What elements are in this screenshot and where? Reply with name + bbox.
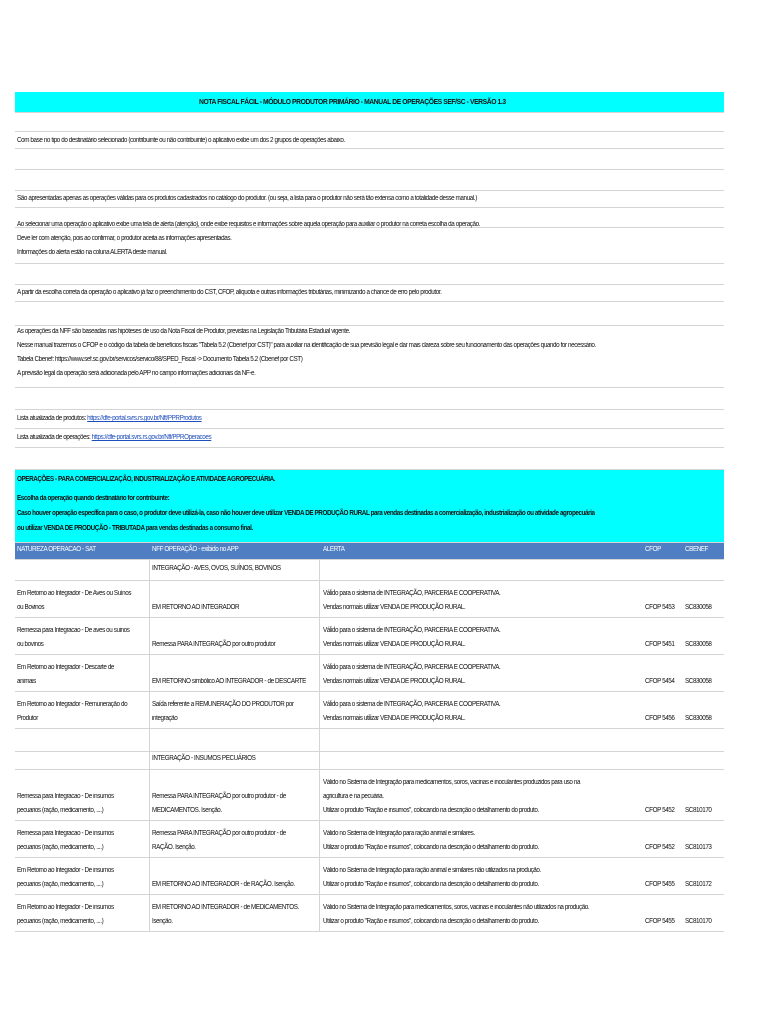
- group-row: [15, 560, 724, 581]
- natureza-line-1: Remessa para Integracao - De aves ou suinos: [17, 627, 130, 634]
- alerta-line-1: Válido para o sistema de INTEGRAÇÃO, PARCERIA E COOPERATIVA.: [323, 627, 501, 634]
- alerta-line-2: Vendas normais utilizar VENDA DE PRODUÇÃO RURAL.: [323, 678, 466, 685]
- cbenef-cell: SC830058: [685, 604, 712, 611]
- header-cfop: CFOP: [645, 546, 661, 553]
- empty-row: [15, 113, 724, 132]
- section-contributor: Escolha da operação quando destinatário for contribuinte:: [17, 495, 170, 502]
- cbenef-cell: SC810172: [685, 881, 712, 888]
- nff-operacao-line-1: Saída referente a REMUNERAÇÃO DO PRODUTOR por: [152, 701, 294, 708]
- empty-row: [15, 448, 724, 470]
- nff-operacao-line-2: Isenção.: [152, 918, 173, 925]
- table-row: [15, 581, 724, 618]
- cfop-cell: CFOP 5453: [645, 604, 675, 611]
- cbenef-cell: SC830058: [685, 641, 712, 648]
- text-row: [15, 191, 724, 208]
- paragraph-valid-operations: São apresentadas apenas as operações válidas para os produtos cadastrados no catálogo do produtor. (ou seja, a lista para o produtor não será tão extensa como a totalidade desse manual.): [17, 195, 477, 202]
- document-title-row: [15, 92, 724, 113]
- paragraph-cbenef-table: Tabela Cbenef: https://www.sef.sc.gov.br/servicos/servico/88/SPED_Fiscal -> Documento Tabela 5.2 (Cbenef por CST): [17, 356, 303, 363]
- header-nff-operacao: NFF OPERAÇÃO - exibido no APP: [152, 546, 239, 553]
- empty-row: [15, 729, 724, 752]
- alerta-line-2: Utilizar o produto "Ração e insumos", colocando na descrição o detalhamento do produto.: [323, 844, 539, 851]
- natureza-line-1: Em Retorno ao Integrador - De Aves ou Suínos: [17, 590, 132, 597]
- document-title: NOTA FISCAL FÁCIL - MÓDULO PRODUTOR PRIMÁRIO - MANUAL DE OPERAÇÕES SEF/SC - VERSÃO 1.3: [199, 97, 506, 107]
- products-list-link[interactable]: https://dfe-portal.svrs.rs.gov.br/Nff/PPRProdutos: [87, 415, 202, 422]
- alerta-line-2: Utilizar o produto "Ração e insumos", colocando na descrição o detalhamento do produto.: [323, 807, 539, 814]
- empty-row: [15, 264, 724, 285]
- nff-operacao-line-2: MEDICAMENTOS. Isenção.: [152, 807, 222, 814]
- section-title: OPERAÇÕES - PARA COMERCIALIZAÇÃO, INDUSTRIALIZAÇÃO E ATIVIDADE AGROPECUÁRIA.: [17, 476, 276, 483]
- group-row: [15, 752, 724, 770]
- cbenef-cell: SC830058: [685, 715, 712, 722]
- nff-operacao-line-1: Remessa PARA INTEGRAÇÃO por outro produtor - de: [152, 830, 286, 837]
- table-row: [15, 858, 724, 895]
- text-row: [15, 132, 724, 149]
- natureza-line-1: Em Retorno ao Integrador - De insumos: [17, 867, 114, 874]
- empty-row: [15, 302, 724, 326]
- operations-list-label: Lista atualizada de operações:: [17, 434, 91, 441]
- paragraph-legislation: As operações da NFF são baseadas nas hipóteses de uso da Nota Fiscal de Produtor, previstas na Legislação Tributária Estadual vigente.: [17, 328, 351, 335]
- nff-operacao-line-2: Remessa PARA INTEGRAÇÃO por outro produtor: [152, 641, 276, 648]
- natureza-line-2: pecuarios (ração, medicamento, ....): [17, 807, 104, 814]
- nff-operacao-line-2: RAÇÃO. Isenção.: [152, 844, 196, 851]
- paragraph-cfop-cbenef: Nesse manual trazemos o CFOP e o código da tabela de benefícios fiscais "Tabela 5.2 (Cbenef por CST)" para auxiliar na identificação de sua previsão legal e dar mais clareza sobre seu funcionamento das operações quando for necessário.: [17, 342, 596, 349]
- cbenef-cell: SC810173: [685, 844, 712, 851]
- group-title-insumos: INTEGRAÇÃO - INSUMOS PECUÁRIOS: [152, 755, 256, 762]
- natureza-line-1: Em Retorno ao Integrador - Descarte de: [17, 664, 115, 671]
- alerta-line-2: Vendas normais utilizar VENDA DE PRODUÇÃO RURAL.: [323, 641, 466, 648]
- table-row: [15, 692, 724, 729]
- empty-row: [15, 149, 724, 170]
- alerta-line-1: Válido no Sistema de Integração para ração animal e similares não utilizados na produção.: [323, 867, 541, 874]
- natureza-line-1: Remessa para Integracao - De insumos: [17, 830, 114, 837]
- alerta-line-1: Válido para o sistema de INTEGRAÇÃO, PARCERIA E COOPERATIVA.: [323, 664, 501, 671]
- alerta-line-0: Válido no Sistema de Integração para medicamentos, soros, vacinas e inoculantes produzidos para uso na: [323, 779, 581, 786]
- natureza-line-2: ou bovinos: [17, 641, 44, 648]
- alerta-line-2: Utilizar o produto "Ração e insumos", colocando na descrição o detalhamento do produto.: [323, 881, 539, 888]
- paragraph-groups: Com base no tipo do destinatário selecionado (contribuinte ou não contribuinte) o aplicativo exibe um dos 2 grupos de operações abaixo.: [17, 137, 345, 144]
- natureza-line-2: pecuarios (ração, medicamento, ....): [17, 844, 104, 851]
- natureza-line-2: pecuarios (ração, medicamento, ....): [17, 918, 104, 925]
- spreadsheet-page: [15, 92, 724, 954]
- alerta-line-1: Válido no Sistema de Integração para medicamentos, soros, vacinas e inoculantes não utilizados na produção.: [323, 904, 590, 911]
- paragraph-read-carefully: Deve ler com atenção, pois ao confirmar, o produtor aceita as informações apresentadas.: [17, 235, 232, 242]
- table-row: [15, 821, 724, 858]
- nff-operacao-line-2: EM RETORNO simbólico AO INTEGRADOR - de DESCARTE: [152, 678, 306, 685]
- cfop-cell: CFOP 5455: [645, 918, 675, 925]
- paragraph-legal-basis: A previsão legal da operação será adicionada pelo APP no campo informações adicionais da NF-e.: [17, 370, 256, 377]
- products-link-row: [15, 410, 724, 429]
- cfop-cell: CFOP 5454: [645, 678, 675, 685]
- alerta-line-1: Válido para o sistema de INTEGRAÇÃO, PARCERIA E COOPERATIVA.: [323, 701, 501, 708]
- cfop-cell: CFOP 5456: [645, 715, 675, 722]
- table-row: [15, 618, 724, 655]
- section-rule-final: ou utilizar VENDA DE PRODUÇÃO - TRIBUTADA para vendas destinadas a consumo final.: [17, 525, 253, 532]
- empty-row: [15, 388, 724, 410]
- nff-operacao-line-2: EM RETORNO AO INTEGRADOR - de RAÇÃO. Isenção.: [152, 881, 295, 888]
- nff-operacao-line-2: integração: [152, 715, 178, 722]
- header-natureza: NATUREZA OPERACAO - SAT: [17, 546, 96, 553]
- nff-operacao-line-1: Remessa PARA INTEGRAÇÃO por outro produtor - de: [152, 793, 286, 800]
- text-block: [15, 221, 724, 264]
- products-list-label: Lista atualizada de produtos:: [17, 415, 86, 422]
- nff-operacao-line-1: EM RETORNO AO INTEGRADOR - de MEDICAMENTOS.: [152, 904, 299, 911]
- natureza-line-2: ou Bovinos: [17, 604, 45, 611]
- table-row: [15, 895, 724, 932]
- table-header: [15, 543, 724, 560]
- cfop-cell: CFOP 5452: [645, 844, 675, 851]
- alerta-line-2: Utilizar o produto "Ração e insumos", colocando na descrição o detalhamento do produto.: [323, 918, 539, 925]
- section-banner: [15, 470, 724, 543]
- paragraph-auto-fill: A partir da escolha correta da operação o aplicativo já faz o preenchimento do CST, CFOP, alíquota e outras informações tributárias, minimizando a chance de erro pelo produtor.: [17, 289, 442, 296]
- alerta-line-2: Vendas normais utilizar VENDA DE PRODUÇÃO RURAL.: [323, 604, 466, 611]
- cfop-cell: CFOP 5452: [645, 807, 675, 814]
- paragraph-alert-column: Informações do alerta estão na coluna ALERTA deste manual.: [17, 249, 167, 256]
- nff-operacao-line-2: EM RETORNO AO INTEGRADOR: [152, 604, 240, 611]
- natureza-line-2: pecuarios (ração, medicamento, ....): [17, 881, 104, 888]
- paragraph-alert-screen: Ao selecionar uma operação o aplicativo exibe uma tela de alerta (atenção), onde exibe requisitos e informações sobre aquela operação para auxiliar o produtor na correta escolha da operação.: [17, 221, 481, 228]
- alerta-line-2: Vendas normais utilizar VENDA DE PRODUÇÃO RURAL.: [323, 715, 466, 722]
- table-row: [15, 655, 724, 692]
- empty-row: [15, 170, 724, 191]
- natureza-line-1: Em Retorno ao Integrador - Remuneração do: [17, 701, 128, 708]
- natureza-line-2: animais: [17, 678, 36, 685]
- table-row: [15, 770, 724, 821]
- natureza-line-1: Remessa para Integracao - De insumos: [17, 793, 114, 800]
- cbenef-cell: SC810170: [685, 918, 712, 925]
- text-block: [15, 326, 724, 388]
- alerta-line-1: Válido no Sistema de Integração para ração animal e similares.: [323, 830, 475, 837]
- header-alerta: ALERTA: [323, 546, 345, 553]
- cfop-cell: CFOP 5455: [645, 881, 675, 888]
- cbenef-cell: SC810170: [685, 807, 712, 814]
- header-cbenef: CBENEF: [685, 546, 709, 553]
- natureza-line-2: Produtor: [17, 715, 38, 722]
- text-row: [15, 285, 724, 302]
- alerta-line-1: agricultura e na pecuária.: [323, 793, 384, 800]
- cfop-cell: CFOP 5451: [645, 641, 675, 648]
- natureza-line-1: Em Retorno ao Integrador - De insumos: [17, 904, 114, 911]
- section-rule: Caso houver operação específica para o caso, o produtor deve utilizá-la, caso não houver deve utilizar VENDA DE PRODUÇÃO RURAL para vendas destinadas a comercialização, industrialização ou atividade agropecuária: [17, 510, 595, 517]
- group-title-integracao-aves: INTEGRAÇÃO - AVES, OVOS, SUÍNOS, BOVINOS: [152, 565, 281, 572]
- operations-list-link[interactable]: https://dfe-portal.svrs.rs.gov.br/Nff/PPROperacoes: [91, 434, 212, 441]
- alerta-line-1: Válido para o sistema de INTEGRAÇÃO, PARCERIA E COOPERATIVA.: [323, 590, 501, 597]
- cbenef-cell: SC830058: [685, 678, 712, 685]
- operations-link-row: [15, 429, 724, 448]
